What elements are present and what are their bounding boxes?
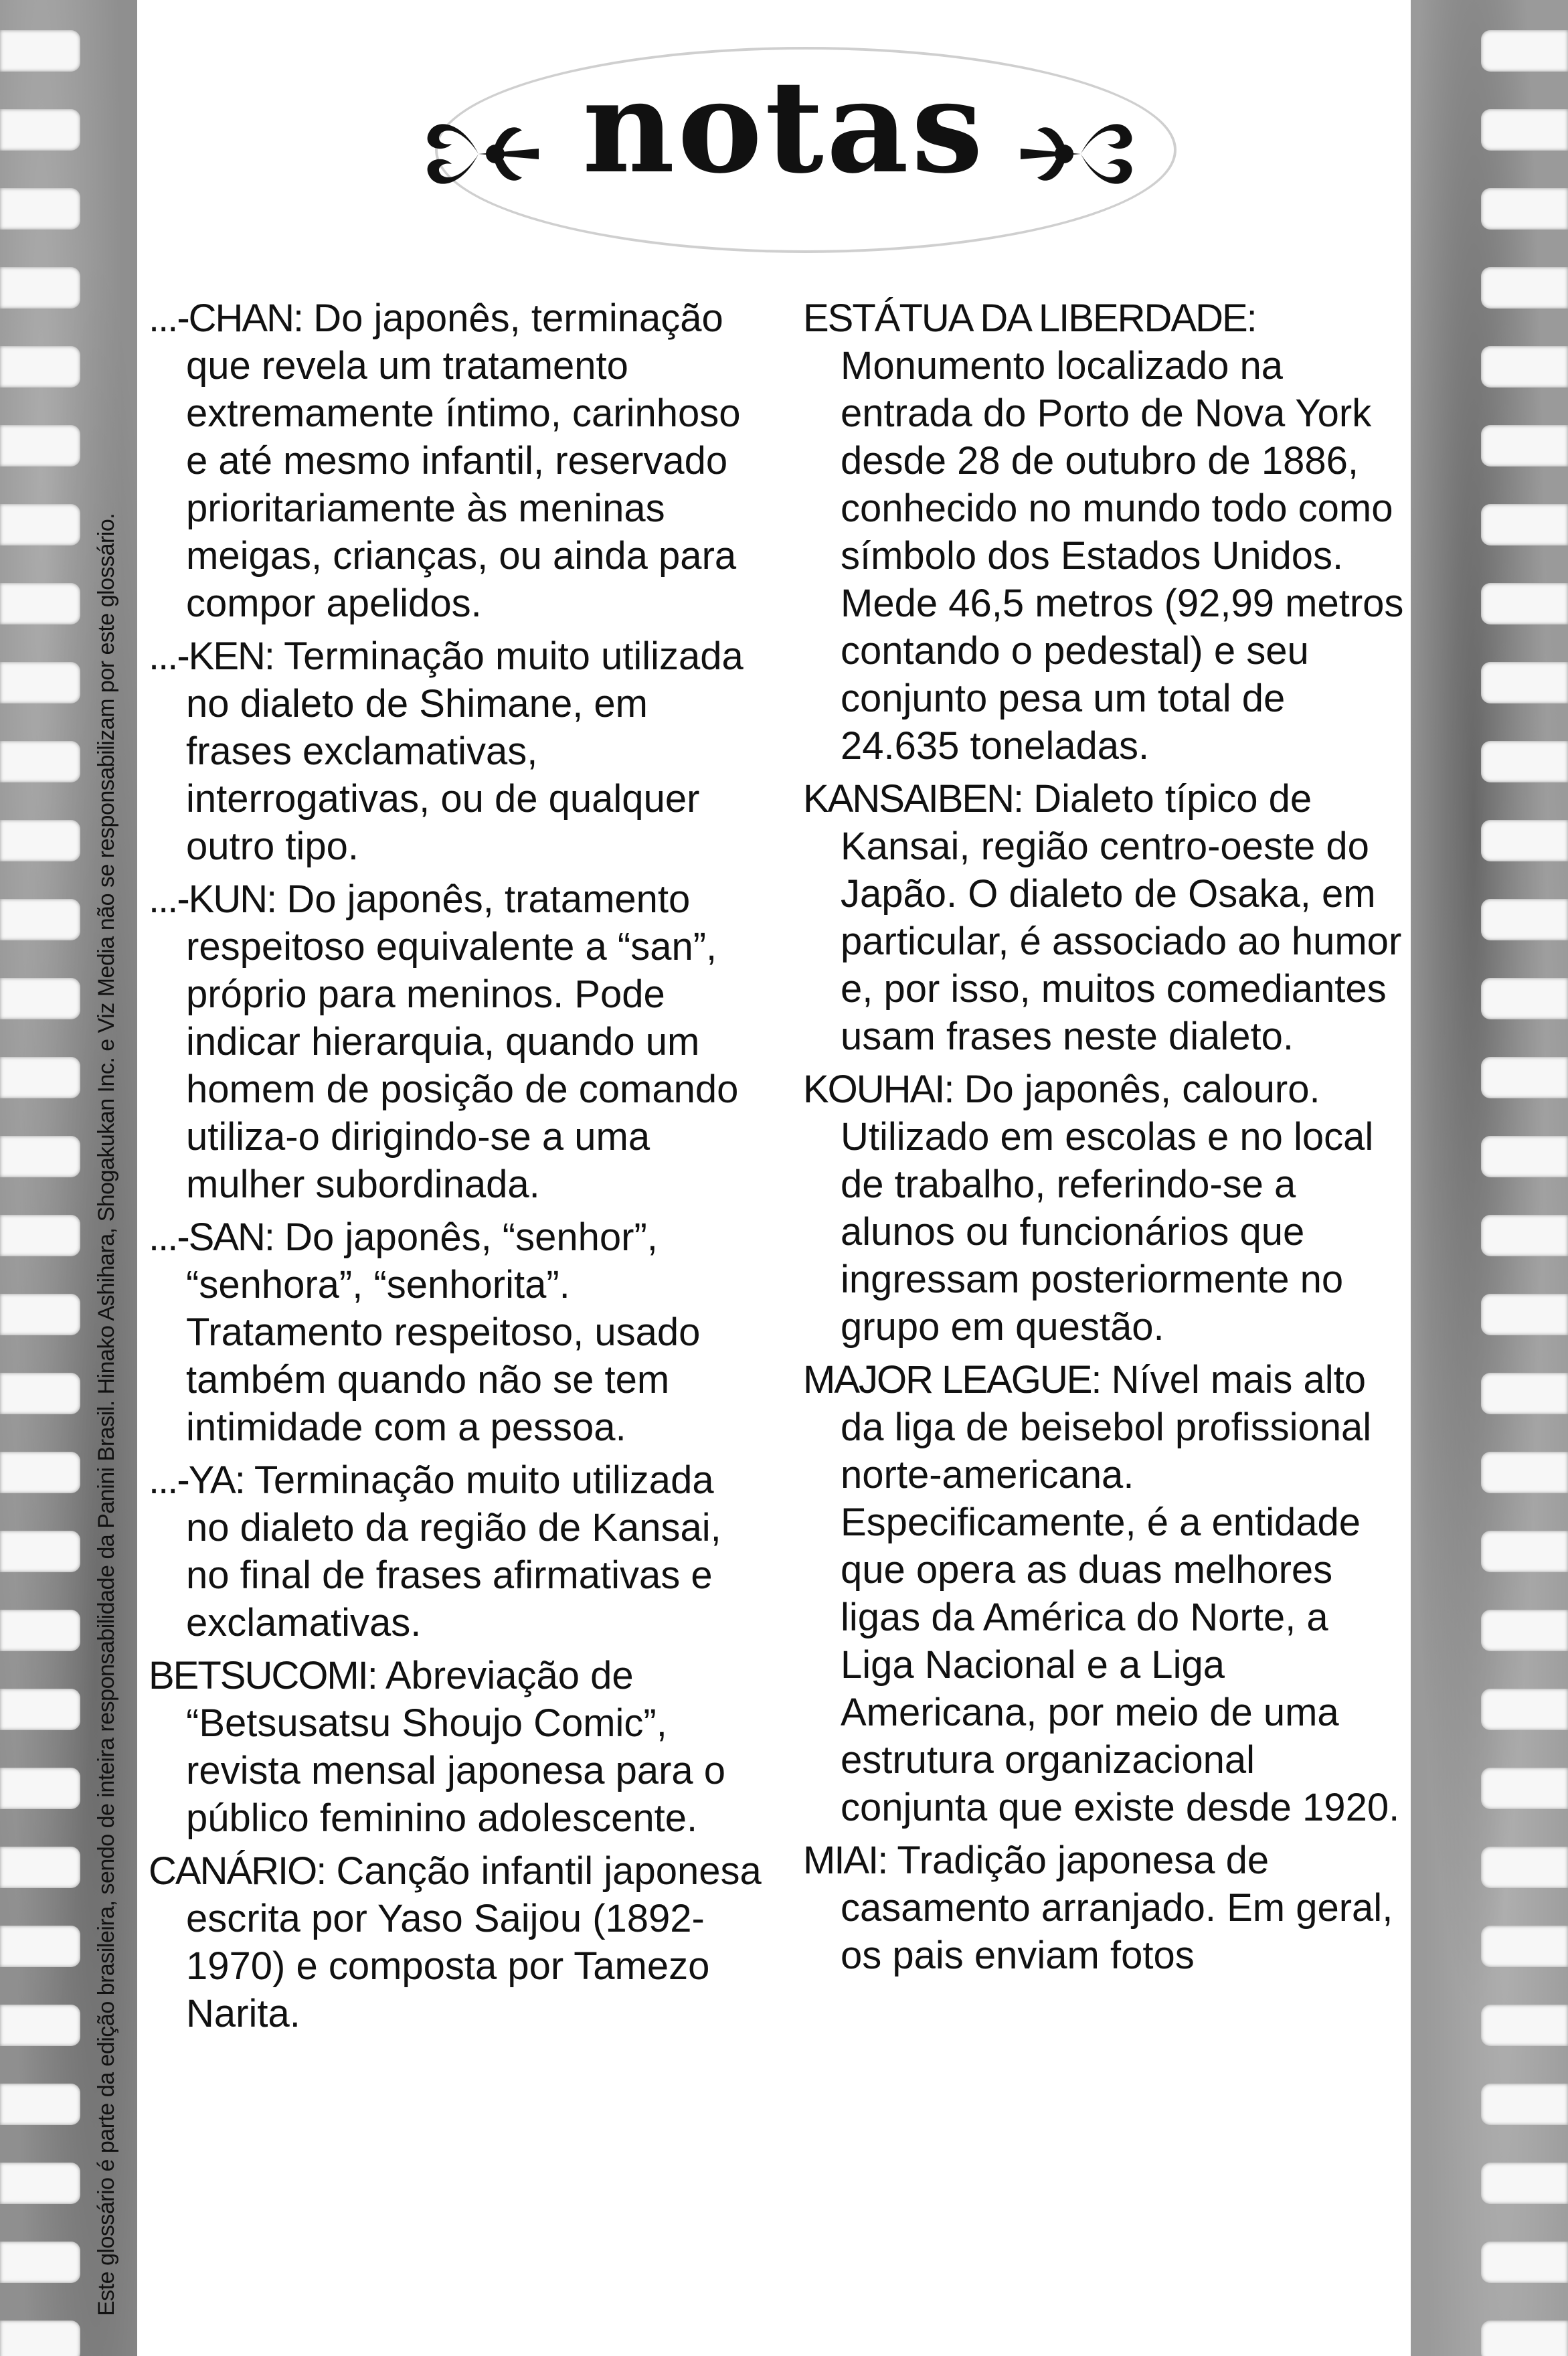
entry-definition: Dialeto típico de Kansai, região centro-oeste do Japão. O dialeto de Osaka, em particular, é associado ao humor e, por isso, muitos comediantes usam frases neste dialeto. [841,777,1402,1058]
sprocket-hole [1481,899,1568,940]
sprocket-hole [1481,2163,1568,2204]
entry-definition: Terminação muito utilizada no dialeto de Shimane, em frases exclamativas, interrogativas, ou de qualquer outro tipo. [186,635,744,868]
sprocket-hole [1481,978,1568,1019]
fleur-ornament-icon [1017,107,1144,201]
entry-term: KANSAIBEN: [803,777,1023,821]
glossary-entry [803,294,1405,770]
sprocket-hole [1481,504,1568,545]
sprocket-hole [0,1768,80,1809]
entry-term: MAJOR LEAGUE: [803,1358,1101,1402]
glossary-column-left [149,294,764,2043]
sprocket-hole [0,1689,80,1730]
sprocket-hole [0,899,80,940]
sprocket-hole [0,1136,80,1177]
sprocket-hole [1481,662,1568,703]
sprocket-hole [0,583,80,624]
sprocket-hole [0,2163,80,2204]
sprocket-hole [1481,346,1568,388]
sprocket-hole [1481,2242,1568,2283]
sprocket-hole [0,1531,80,1572]
entry-term: KOUHAI: [803,1068,954,1111]
entry-definition: Tradição japonesa de casamento arranjado. Em geral, os pais enviam fotos [841,1839,1393,1977]
entry-definition: Do japonês, calouro. Utilizado em escolas e no local de trabalho, referindo-se a alunos ou funcionários que ingressam posteriormente no grupo em questão. [841,1068,1374,1349]
sprocket-hole [1481,1057,1568,1098]
sprocket-hole [0,1373,80,1414]
sprocket-hole [1481,1847,1568,1888]
sprocket-hole [1481,1926,1568,1967]
sprocket-hole [1481,1294,1568,1335]
glossary-entry [149,1456,764,1647]
entry-definition: Canção infantil japonesa escrita por Yaso Saijou (1892-1970) e composta por Tamezo Narita. [186,1849,762,2035]
sprocket-hole [1481,1610,1568,1651]
film-strip-right [1411,0,1568,2356]
entry-term: ...-YA: [149,1458,244,1502]
sprocket-hole [0,978,80,1019]
sprocket-hole [0,504,80,545]
sprocket-hole [0,1057,80,1098]
sprocket-hole [0,2242,80,2283]
glossary-entry [803,1837,1405,1979]
sprocket-hole [0,2321,80,2356]
sprocket-hole [0,2084,80,2125]
sprocket-hole [1481,820,1568,861]
glossary-entry [803,1066,1405,1351]
sprocket-hole [0,267,80,309]
sprocket-hole [1481,1373,1568,1414]
glossary-entry [149,875,764,1208]
glossary-entry [149,1213,764,1451]
sprocket-hole [1481,741,1568,782]
sprocket-hole [1481,2321,1568,2356]
sprocket-hole [0,425,80,467]
entry-definition: Nível mais alto da liga de beisebol profissional norte-americana. Especificamente, é a entidade que opera as duas melhores ligas da América do Norte, a Liga Nacional e a Liga Americana, por meio de uma estrutura organizacional conjunta que existe desde 1920. [841,1358,1400,1829]
sprocket-hole [0,820,80,861]
glossary-entry [149,294,764,627]
glossary-entry [803,775,1405,1060]
sprocket-hole [1481,1531,1568,1572]
page-header [0,27,1568,268]
sprocket-hole [0,1610,80,1651]
entry-definition: Do japonês, “senhor”, “senhora”, “senhorita”. Tratamento respeitoso, usado também quando não se tem intimidade com a pessoa. [186,1215,701,1449]
sprocket-hole [0,1847,80,1888]
sprocket-hole [1481,267,1568,309]
sprocket-hole [0,1215,80,1256]
sprocket-hole [0,1452,80,1493]
sprocket-hole [1481,1215,1568,1256]
sprocket-hole [0,662,80,703]
sprocket-hole [0,741,80,782]
entry-term: BETSUCOMI: [149,1654,377,1697]
entry-term: ...-SAN: [149,1215,274,1259]
sprocket-hole [1481,2084,1568,2125]
glossary-entry [149,1652,764,1842]
entry-term: ESTÁTUA DA LIBERDADE: [803,297,1256,340]
entry-term: ...-KUN: [149,877,276,921]
glossary-entry [149,633,764,870]
glossary-entry [149,1847,764,2037]
entry-definition: Abreviação de “Betsusatsu Shoujo Comic”, revista mensal japonesa para o público feminino adolescente. [186,1654,726,1840]
entry-definition: Terminação muito utilizada no dialeto da região de Kansai, no final de frases afirmativas e exclamativas. [186,1458,721,1645]
sprocket-hole [0,2005,80,2046]
sprocket-hole [1481,1689,1568,1730]
sprocket-hole [0,1294,80,1335]
glossary-disclaimer: Este glossário é parte da edição brasileira, sendo de inteira responsabilidade da Panini Brasil. Hinako Ashihara, Shogakukan Inc. e Viz Media não se responsabilizam por este glossário. [94,513,119,2316]
sprocket-hole [1481,1136,1568,1177]
sprocket-hole [1481,583,1568,624]
page-title: notas [582,52,986,201]
sprocket-hole [1481,2005,1568,2046]
entry-term: MIAI: [803,1839,887,1882]
entry-term: CANÁRIO: [149,1849,326,1893]
entry-term: ...-KEN: [149,635,274,678]
entry-term: ...-CHAN: [149,297,303,340]
entry-definition: Do japonês, tratamento respeitoso equivalente a “san”, próprio para meninos. Pode indicar hierarquia, quando um homem de posição de comando utiliza-o dirigindo-se a uma mulher subordinada. [186,877,739,1206]
sprocket-hole [1481,1768,1568,1809]
glossary-column-right [803,294,1405,1985]
entry-definition: Do japonês, terminação que revela um tratamento extremamente íntimo, carinhoso e até mesmo infantil, reservado prioritariamente às meninas meigas, crianças, ou ainda para compor apelidos. [186,297,741,625]
sprocket-hole [1481,1452,1568,1493]
entry-definition: Monumento localizado na entrada do Porto de Nova York desde 28 de outubro de 1886, conhecido no mundo todo como símbolo dos Estados Unidos. Mede 46,5 metros (92,99 metros contando o pedestal) e seu conjunto pesa um total de 24.635 toneladas. [841,344,1404,768]
glossary-entry [803,1356,1405,1831]
sprocket-hole [0,1926,80,1967]
sprocket-hole [0,346,80,388]
sprocket-hole [1481,425,1568,467]
